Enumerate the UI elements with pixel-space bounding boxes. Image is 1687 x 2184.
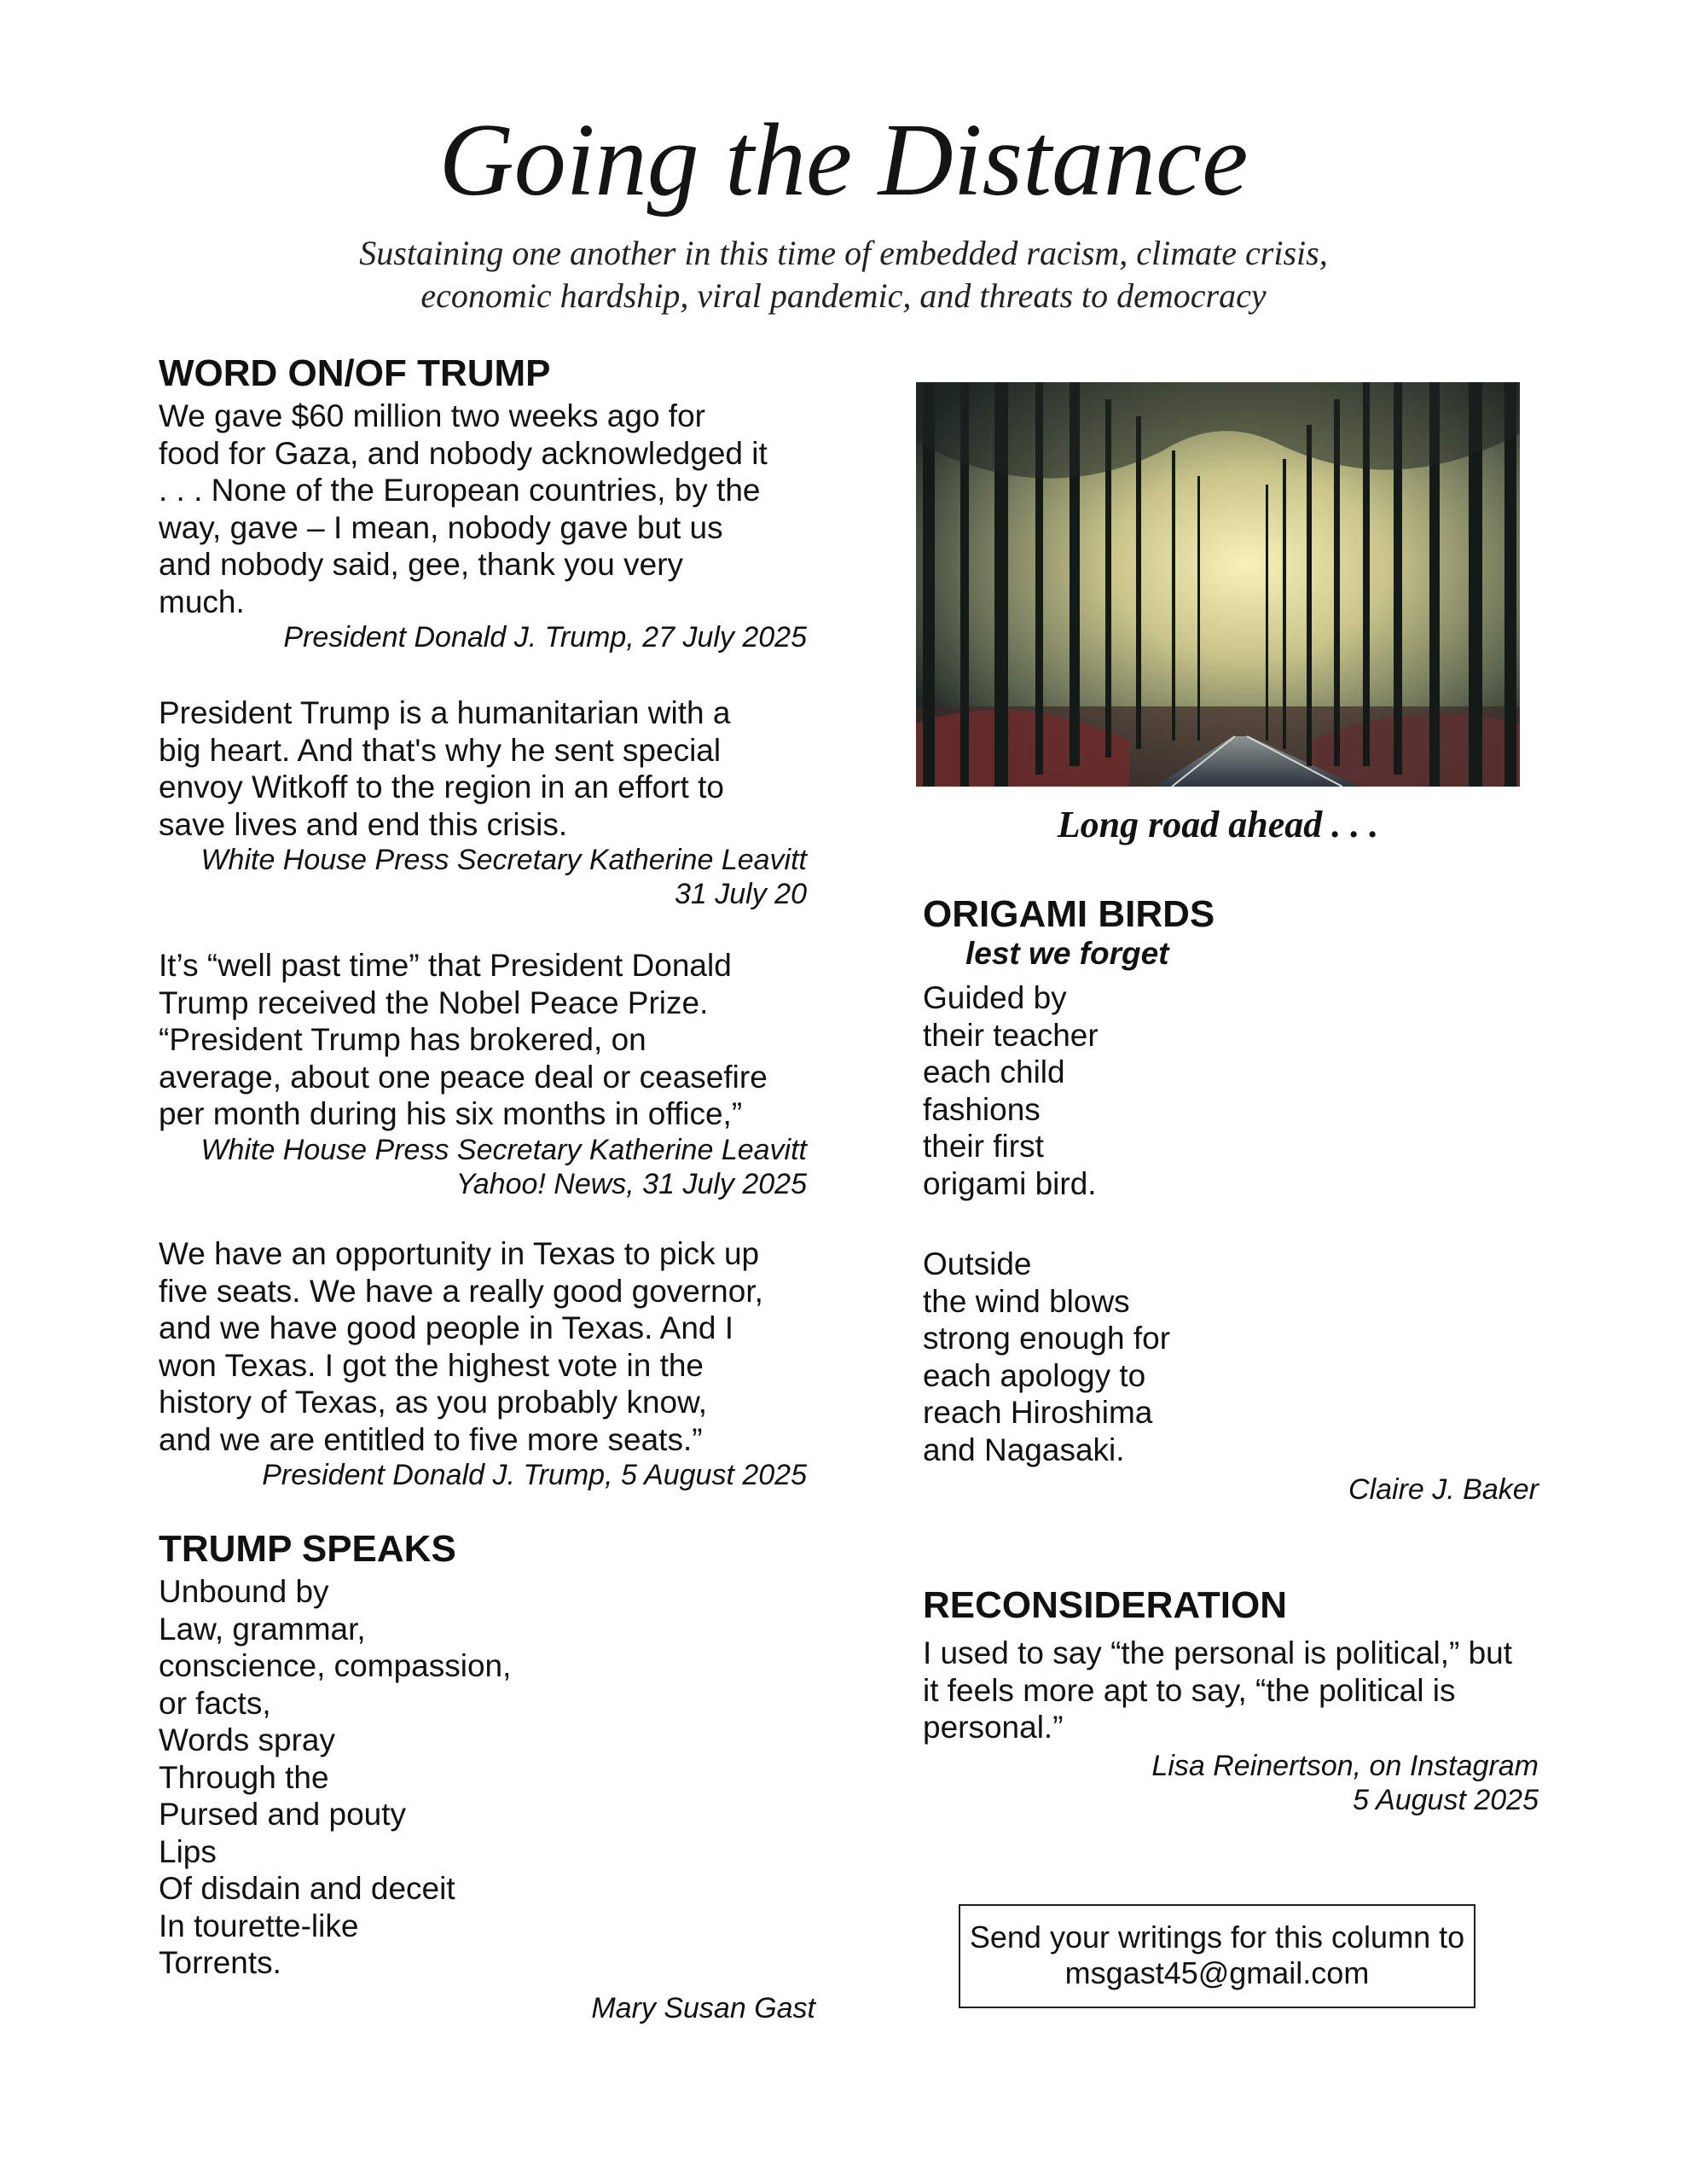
quote-line: average, about one peace deal or ceasefire (159, 1059, 768, 1095)
forest-road-photo (916, 382, 1520, 787)
poem-line: their teacher (923, 1017, 1099, 1053)
quote-block (159, 694, 807, 911)
quote-line: per month during his six months in office,” (159, 1096, 743, 1131)
trump-speaks-poem (159, 1573, 511, 1982)
poem-line: Pursed and pouty (159, 1797, 407, 1832)
attribution-line: White House Press Secretary Katherine Leavitt (200, 844, 807, 876)
poem-line: Unbound by (159, 1574, 329, 1609)
attribution-line: Lisa Reinertson, on Instagram (1151, 1750, 1539, 1782)
quote-attribution (159, 843, 807, 911)
quote-block (159, 398, 807, 654)
poem-line: or facts, (159, 1685, 271, 1721)
quote-attribution (159, 620, 807, 654)
quote-line: I used to say “the personal is political,” but (923, 1635, 1513, 1670)
attribution-line: President Donald J. Trump, 27 July 2025 (283, 621, 807, 653)
poem-line: each apology to (923, 1357, 1146, 1393)
quote-line: food for Gaza, and nobody acknowledged it (159, 435, 768, 471)
attribution-line: 5 August 2025 (1352, 1784, 1539, 1816)
poem-line: Outside (923, 1246, 1032, 1281)
quote-line: big heart. And that's why he sent special (159, 732, 722, 768)
reconsideration-attribution (923, 1749, 1539, 1817)
page-subtitle (0, 232, 1687, 317)
quote-line: “President Trump has brokered, on (159, 1022, 646, 1057)
poem-line: Guided by (923, 980, 1067, 1015)
poem-line: Torrents. (159, 1945, 281, 1980)
quote-text (159, 398, 807, 620)
origami-poem-stanza-1 (923, 979, 1099, 1202)
poem-line: conscience, compassion, (159, 1648, 512, 1683)
attribution-line: Yahoo! News, 31 July 2025 (455, 1167, 807, 1200)
quote-line: envoy Witkoff to the region in an effort to (159, 770, 724, 804)
origami-birds-subheading: lest we forget (965, 936, 1169, 971)
submission-box (959, 1904, 1475, 2008)
quote-line: won Texas. I got the highest vote in the (159, 1347, 704, 1383)
origami-poem-stanza-2 (923, 1246, 1170, 1468)
poem-line: Through the (159, 1759, 329, 1795)
page-title: Going the Distance (438, 102, 1249, 218)
quote-line: It’s “well past time” that President Donald (159, 948, 732, 983)
quote-block (159, 947, 807, 1201)
origami-birds-author: Claire J. Baker (1348, 1473, 1539, 1506)
poem-line: Of disdain and deceit (159, 1871, 455, 1906)
poem-line: origami bird. (923, 1165, 1097, 1201)
quote-line: history of Texas, as you probably know, (159, 1385, 708, 1420)
quote-line: Trump received the Nobel Peace Prize. (159, 985, 709, 1020)
attribution-line: White House Press Secretary Katherine Leavitt (200, 1133, 807, 1166)
poem-line: strong enough for (923, 1321, 1171, 1356)
quote-line: it feels more apt to say, “the political is (923, 1672, 1456, 1708)
reconsideration-text (923, 1635, 1512, 1746)
submission-text: Send your writings for this column to (969, 1920, 1465, 1955)
poem-line: the wind blows (923, 1283, 1130, 1319)
poem-line: Lips (159, 1833, 217, 1869)
trump-speaks-author: Mary Susan Gast (591, 1992, 815, 2024)
quote-text (159, 1235, 807, 1458)
submission-email[interactable]: msgast45@gmail.com (1064, 1955, 1370, 1990)
quote-line: . . . None of the European countries, by the (159, 473, 761, 508)
poem-line: fashions (923, 1091, 1041, 1127)
quote-text (159, 694, 807, 843)
poem-line: and Nagasaki. (923, 1432, 1125, 1467)
quote-line: and we have good people in Texas. And I (159, 1310, 734, 1345)
poem-line: In tourette-like (159, 1908, 359, 1943)
origami-birds-heading: ORIGAMI BIRDS (923, 893, 1215, 935)
quote-line: much. (159, 584, 245, 619)
reconsideration-heading: RECONSIDERATION (923, 1584, 1287, 1626)
forest-road-image (916, 382, 1520, 787)
subtitle-line: Sustaining one another in this time of embedded racism, climate crisis, (359, 234, 1328, 272)
poem-line: each child (923, 1054, 1065, 1089)
quote-line: and we are entitled to five more seats.” (159, 1421, 703, 1457)
quote-line: President Trump is a humanitarian with a (159, 695, 731, 730)
quote-line: and nobody said, gee, thank you very (159, 547, 684, 582)
poem-line: reach Hiroshima (923, 1395, 1153, 1430)
quote-attribution (159, 1458, 807, 1492)
subtitle-line: economic hardship, viral pandemic, and threats to democracy (420, 276, 1267, 315)
quote-text (159, 947, 807, 1133)
quote-line: save lives and end this crisis. (159, 806, 568, 842)
attribution-line: 31 July 20 (675, 878, 807, 910)
quote-line: way, gave – I mean, nobody gave but us (159, 509, 723, 545)
word-on-trump-heading: WORD ON/OF TRUMP (159, 352, 551, 394)
poem-line: Words spray (159, 1722, 335, 1757)
quote-line: We have an opportunity in Texas to pick up (159, 1236, 760, 1271)
quote-line: personal.” (923, 1710, 1064, 1745)
quote-line: We gave $60 million two weeks ago for (159, 398, 705, 433)
poem-line: Law, grammar, (159, 1611, 366, 1647)
quote-line: five seats. We have a really good governor, (159, 1273, 763, 1309)
quote-block (159, 1235, 807, 1492)
quote-attribution (159, 1133, 807, 1201)
attribution-line: President Donald J. Trump, 5 August 2025 (262, 1459, 807, 1491)
poem-line: their first (923, 1129, 1044, 1164)
photo-caption: Long road ahead . . . (1057, 804, 1379, 845)
trump-speaks-heading: TRUMP SPEAKS (159, 1528, 456, 1570)
